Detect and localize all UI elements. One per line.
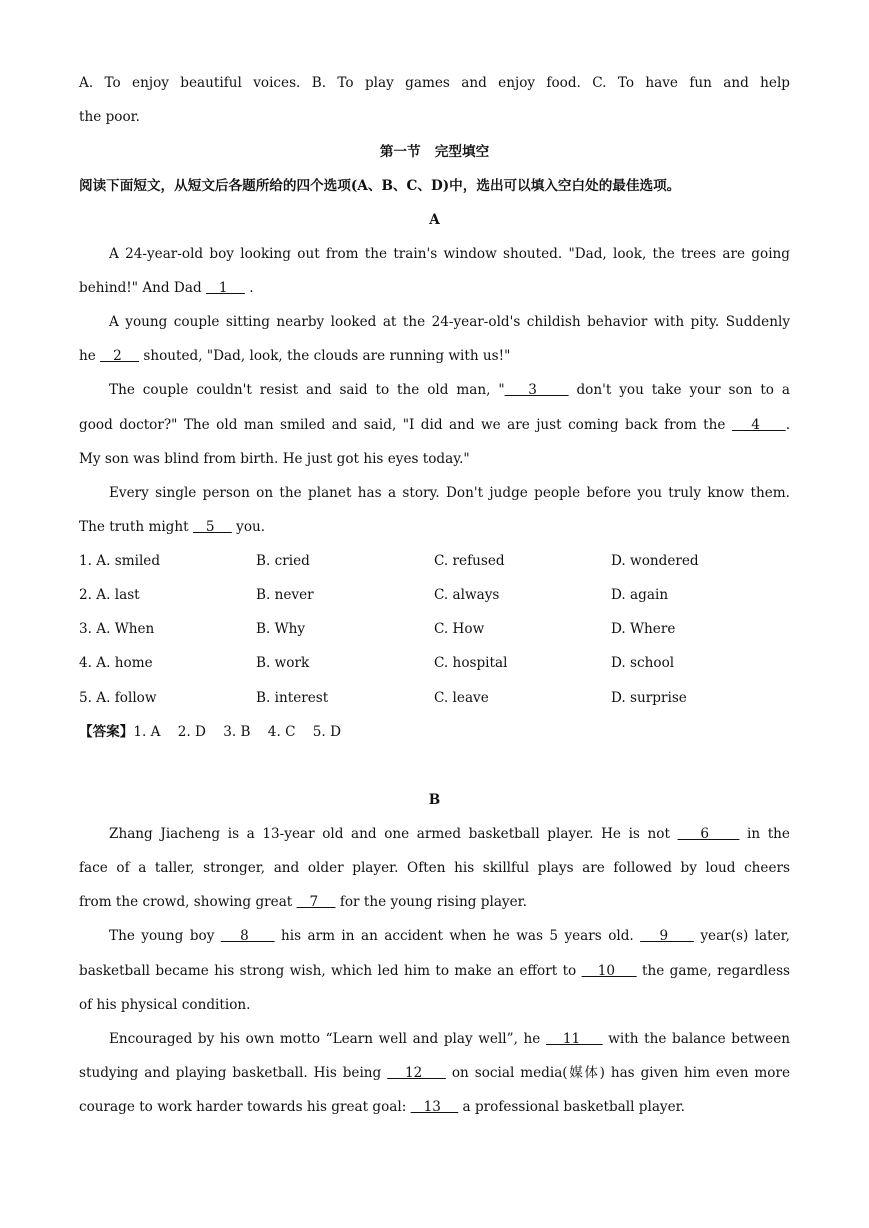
text-span: you.: [231, 519, 266, 535]
q5-option-d: D. surprise: [611, 690, 687, 706]
text-span: basketball became his strong wish, which led him to make an effort to: [79, 963, 582, 979]
text-span: in the: [739, 826, 790, 842]
blank-12: 12: [387, 1065, 446, 1081]
passage-a-p1-line1: A 24-year-old boy looking out from the train's window shouted. "Dad, look, the trees are going: [109, 246, 790, 262]
passage-a-p4-line2: [79, 517, 790, 537]
section-title: 第一节 完型填空: [379, 144, 490, 160]
q3-option-a: 3. A. When: [79, 621, 155, 637]
text-span: studying and playing basketball. His being: [79, 1065, 388, 1081]
text-span: .: [785, 417, 791, 433]
q4-option-d: D. school: [611, 655, 675, 671]
text-span: a professional basketball player.: [458, 1099, 685, 1115]
q1-option-a: 1. A. smiled: [79, 553, 161, 569]
passage-b-p2-line2: [79, 961, 790, 981]
text-span: the game, regardless: [636, 963, 791, 979]
blank-3: 3: [504, 382, 569, 398]
text-span: The couple couldn't resist and said to the old man, ": [109, 382, 505, 398]
passage-a-label: A: [429, 212, 440, 228]
q2-option-c: C. always: [434, 587, 500, 603]
blank-4: 4: [731, 417, 786, 433]
text-span: shouted, "Dad, look, the clouds are running with us!": [139, 348, 511, 364]
passage-b-p1-line1: [79, 824, 790, 844]
q4-option-c: C. hospital: [434, 655, 508, 671]
prev-option-c: C. To have fun and help: [592, 75, 790, 91]
text-span: he: [79, 348, 101, 364]
text-span: courage to work harder towards his great goal:: [79, 1099, 411, 1115]
blank-11: 11: [545, 1031, 603, 1047]
passage-a-p3-line3: My son was blind from birth. He just got his eyes today.": [79, 451, 470, 467]
text-span: The young boy: [109, 928, 221, 944]
q3-option-d: D. Where: [611, 621, 676, 637]
passage-a-p2-line2: [79, 346, 790, 366]
passage-b-p2-line1: [79, 926, 790, 946]
q5-option-b: B. interest: [256, 690, 329, 706]
blank-6: 6: [677, 826, 740, 842]
answer-text: 1. A 2. D 3. B 4. C 5. D: [133, 724, 341, 740]
instruction-text: 阅读下面短文，从短文后各题所给的四个选项(A、B、C、D)中，选出可以填入空白处的最佳选项。: [79, 178, 681, 194]
prev-option-c-continued: the poor.: [79, 109, 140, 125]
prev-options-line: [79, 73, 790, 93]
blank-9: 9: [640, 928, 694, 944]
passage-a-p4-line1: Every single person on the planet has a story. Don't judge people before you truly know them.: [109, 485, 790, 501]
text-span: Zhang Jiacheng is a 13-year old and one armed basketball player. He is not: [109, 826, 678, 842]
blank-2: 2: [100, 348, 140, 364]
blank-10: 10: [581, 963, 637, 979]
blank-8: 8: [220, 928, 275, 944]
text-span: from the crowd, showing great: [79, 894, 297, 910]
q4-option-b: B. work: [256, 655, 310, 671]
text-span: behind!" And Dad: [79, 280, 206, 296]
blank-5: 5: [192, 519, 232, 535]
q5-option-a: 5. A. follow: [79, 690, 157, 706]
blank-13: 13: [410, 1099, 459, 1115]
passage-b-p3-line3: [79, 1097, 790, 1117]
passage-a-p3-line2: [79, 415, 790, 435]
passage-b-p1-line3: [79, 892, 790, 912]
text-span: his arm in an accident when he was 5 years old.: [274, 928, 641, 944]
passage-a-p2-line1: A young couple sitting nearby looked at the 24-year-old's childish behavior with pity. Suddenly: [109, 314, 790, 330]
text-span: with the balance between: [602, 1031, 790, 1047]
q3-option-c: C. How: [434, 621, 485, 637]
text-span: Encouraged by his own motto “Learn well and play well”, he: [109, 1031, 546, 1047]
answer-key: [79, 722, 790, 742]
passage-a-p3-line1: [79, 380, 790, 400]
prev-option-a: A. To enjoy beautiful voices.: [79, 75, 301, 91]
prev-option-b: B. To play games and enjoy food.: [311, 75, 581, 91]
text-span: year(s) later,: [693, 928, 790, 944]
passage-a-p1-line2: [79, 278, 790, 298]
text-span: for the young rising player.: [335, 894, 527, 910]
passage-b-p2-line3: of his physical condition.: [79, 997, 251, 1013]
passage-b-label: B: [428, 792, 441, 808]
passage-b-p3-line1: [79, 1029, 790, 1049]
q1-option-b: B. cried: [256, 553, 310, 569]
passage-b-p1-line2: face of a taller, stronger, and older player. Often his skillful plays are followed by loud cheers: [79, 860, 790, 876]
q2-option-d: D. again: [611, 587, 669, 603]
q2-option-b: B. never: [256, 587, 314, 603]
q1-option-d: D. wondered: [611, 553, 699, 569]
q3-option-b: B. Why: [256, 621, 306, 637]
q2-option-a: 2. A. last: [79, 587, 140, 603]
q4-option-a: 4. A. home: [79, 655, 153, 671]
passage-b-p3-line2: [79, 1063, 790, 1083]
q5-option-c: C. leave: [434, 690, 489, 706]
text-span: good doctor?" The old man smiled and said, "I did and we are just coming back from the: [79, 417, 732, 433]
text-span: .: [244, 280, 254, 296]
text-span: on social media(媒体) has given him even more: [445, 1065, 790, 1081]
text-span: don't you take your son to a: [568, 382, 790, 398]
blank-7: 7: [296, 894, 336, 910]
answer-label: 【答案】: [79, 724, 134, 740]
text-span: The truth might: [79, 519, 193, 535]
q1-option-c: C. refused: [434, 553, 505, 569]
blank-1: 1: [205, 280, 245, 296]
